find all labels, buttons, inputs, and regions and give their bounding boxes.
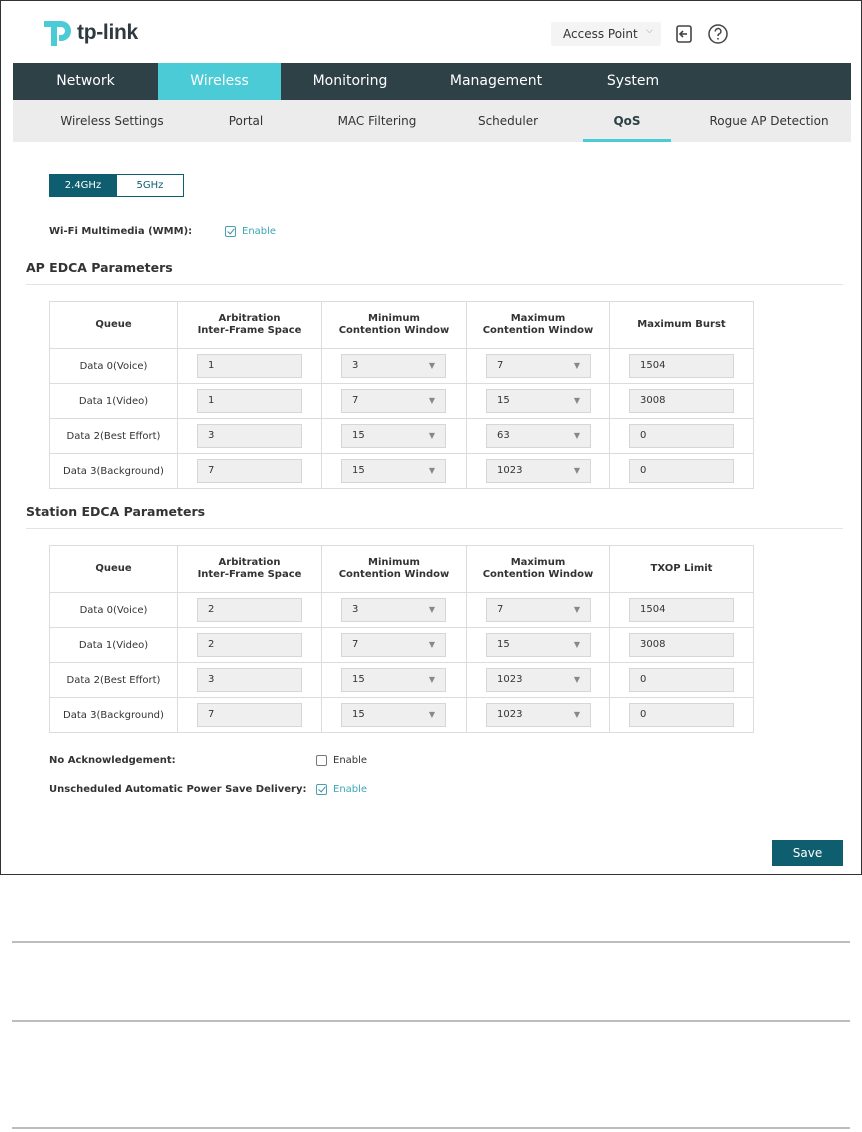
dropdown-caret-icon: ▼	[428, 361, 435, 370]
column-header-cwmax: Maximum Contention Window	[467, 302, 610, 349]
cwmax-select[interactable]: 1023 ▼	[486, 459, 591, 483]
table-row	[50, 419, 754, 454]
divider	[26, 284, 843, 285]
wmm-checkbox[interactable]	[225, 226, 236, 237]
mode-select-value: Access Point	[563, 27, 638, 41]
dropdown-caret-icon: ▼	[428, 675, 435, 684]
chevron-down-icon: ⌵	[646, 26, 653, 36]
queue-name: Data 3(Background)	[50, 698, 178, 733]
dropdown-caret-icon: ▼	[573, 361, 580, 370]
column-header-aifs: Arbitration Inter-Frame Space	[178, 302, 322, 349]
uapsd-enable-label: Enable	[333, 784, 368, 795]
aifs-input[interactable]: 1	[197, 389, 302, 413]
aifs-input[interactable]: 1	[197, 354, 302, 378]
queue-name: Data 1(Video)	[50, 628, 178, 663]
header	[13, 1, 851, 63]
queue-name: Data 0(Voice)	[50, 349, 178, 384]
divider	[12, 1127, 850, 1129]
main-nav-wireless[interactable]: Wireless	[158, 63, 281, 100]
table-row	[50, 454, 754, 489]
aifs-input[interactable]: 2	[197, 633, 302, 657]
cwmin-select[interactable]: 15 ▼	[341, 668, 446, 692]
dropdown-caret-icon: ▼	[573, 431, 580, 440]
cwmax-select[interactable]: 1023 ▼	[486, 703, 591, 727]
column-header-cwmin: Minimum Contention Window	[322, 302, 467, 349]
logout-icon[interactable]	[673, 23, 695, 45]
dropdown-caret-icon: ▼	[428, 710, 435, 719]
main-nav-management[interactable]: Management	[449, 73, 543, 89]
dropdown-caret-icon: ▼	[428, 396, 435, 405]
wmm-enable-label: Enable	[242, 226, 277, 237]
txop-limit-input[interactable]: 1504	[629, 598, 734, 622]
cwmin-select[interactable]: 15 ▼	[341, 424, 446, 448]
txop-limit-input[interactable]: 3008	[629, 633, 734, 657]
no-ack-label: No Acknowledgement:	[49, 755, 176, 766]
uapsd-label: Unscheduled Automatic Power Save Delivery:	[49, 784, 307, 795]
max-burst-input[interactable]: 0	[629, 424, 734, 448]
column-header-queue: Queue	[50, 302, 178, 349]
divider	[26, 528, 843, 529]
column-header-max-burst: Maximum Burst	[610, 302, 754, 349]
queue-name: Data 2(Best Effort)	[50, 663, 178, 698]
aifs-input[interactable]: 3	[197, 424, 302, 448]
column-header-cwmin: Minimum Contention Window	[322, 546, 467, 593]
column-header-aifs: Arbitration Inter-Frame Space	[178, 546, 322, 593]
dropdown-caret-icon: ▼	[428, 605, 435, 614]
cwmax-select[interactable]: 1023 ▼	[486, 668, 591, 692]
main-nav-system[interactable]: System	[606, 73, 660, 89]
table-row	[50, 628, 754, 663]
ap-edca-table	[49, 301, 754, 489]
aifs-input[interactable]: 2	[197, 598, 302, 622]
main-nav-monitoring[interactable]: Monitoring	[312, 73, 388, 89]
max-burst-input[interactable]: 1504	[629, 354, 734, 378]
dropdown-caret-icon: ▼	[428, 431, 435, 440]
wmm-label: Wi-Fi Multimedia (WMM):	[49, 226, 193, 237]
sub-nav	[13, 100, 851, 142]
band-2-4ghz-button[interactable]: 2.4GHz	[49, 174, 117, 197]
dropdown-caret-icon: ▼	[573, 396, 580, 405]
logo-text: tp-link	[77, 21, 138, 44]
main-nav-network[interactable]: Network	[56, 73, 115, 89]
table-row	[50, 593, 754, 628]
aifs-input[interactable]: 7	[197, 459, 302, 483]
tab-wireless-settings[interactable]: Wireless Settings	[60, 114, 164, 128]
tab-portal[interactable]: Portal	[228, 114, 264, 128]
band-5ghz-button[interactable]: 5GHz	[116, 174, 184, 197]
tab-mac-filtering[interactable]: MAC Filtering	[337, 114, 417, 128]
tp-link-logo	[39, 15, 138, 51]
cwmax-select[interactable]: 15 ▼	[486, 389, 591, 413]
station-edca-table	[49, 545, 754, 733]
cwmax-select[interactable]: 7 ▼	[486, 598, 591, 622]
mode-select[interactable]	[551, 22, 661, 46]
station-edca-title: Station EDCA Parameters	[26, 504, 206, 519]
column-header-cwmax: Maximum Contention Window	[467, 546, 610, 593]
tp-link-logo-icon	[39, 15, 75, 51]
cwmax-select[interactable]: 63 ▼	[486, 424, 591, 448]
queue-name: Data 1(Video)	[50, 384, 178, 419]
cwmin-select[interactable]: 7 ▼	[341, 633, 446, 657]
active-tab-indicator	[583, 139, 671, 142]
dropdown-caret-icon: ▼	[573, 466, 580, 475]
tab-rogue-ap-detection[interactable]: Rogue AP Detection	[709, 114, 829, 128]
max-burst-input[interactable]: 3008	[629, 389, 734, 413]
tab-qos[interactable]: QoS	[613, 114, 641, 128]
dropdown-caret-icon: ▼	[573, 605, 580, 614]
table-header-row	[50, 302, 754, 349]
aifs-input[interactable]: 3	[197, 668, 302, 692]
save-button[interactable]: Save	[772, 840, 843, 866]
cwmax-select[interactable]: 7 ▼	[486, 354, 591, 378]
table-row	[50, 663, 754, 698]
divider	[12, 941, 850, 943]
divider	[12, 1020, 850, 1022]
no-ack-enable-label: Enable	[333, 755, 368, 766]
table-row	[50, 384, 754, 419]
aifs-input[interactable]: 7	[197, 703, 302, 727]
dropdown-caret-icon: ▼	[573, 640, 580, 649]
no-ack-checkbox[interactable]	[316, 755, 327, 766]
dropdown-caret-icon: ▼	[573, 710, 580, 719]
cwmin-select[interactable]: 3 ▼	[341, 598, 446, 622]
uapsd-checkbox[interactable]	[316, 784, 327, 795]
cwmax-select[interactable]: 15 ▼	[486, 633, 591, 657]
dropdown-caret-icon: ▼	[573, 675, 580, 684]
column-header-queue: Queue	[50, 546, 178, 593]
ap-edca-title: AP EDCA Parameters	[26, 260, 173, 275]
queue-name: Data 2(Best Effort)	[50, 419, 178, 454]
cwmin-select[interactable]: 15 ▼	[341, 703, 446, 727]
cwmin-select[interactable]: 15 ▼	[341, 459, 446, 483]
cwmin-select[interactable]: 3 ▼	[341, 354, 446, 378]
table-header-row	[50, 546, 754, 593]
dropdown-caret-icon: ▼	[428, 640, 435, 649]
tab-scheduler[interactable]: Scheduler	[477, 114, 539, 128]
max-burst-input[interactable]: 0	[629, 459, 734, 483]
table-row	[50, 698, 754, 733]
txop-limit-input[interactable]: 0	[629, 668, 734, 692]
help-icon[interactable]	[707, 23, 729, 45]
table-row	[50, 349, 754, 384]
queue-name: Data 0(Voice)	[50, 593, 178, 628]
cwmin-select[interactable]: 7 ▼	[341, 389, 446, 413]
column-header-txop-limit: TXOP Limit	[610, 546, 754, 593]
main-nav	[13, 63, 851, 100]
dropdown-caret-icon: ▼	[428, 466, 435, 475]
queue-name: Data 3(Background)	[50, 454, 178, 489]
txop-limit-input[interactable]: 0	[629, 703, 734, 727]
